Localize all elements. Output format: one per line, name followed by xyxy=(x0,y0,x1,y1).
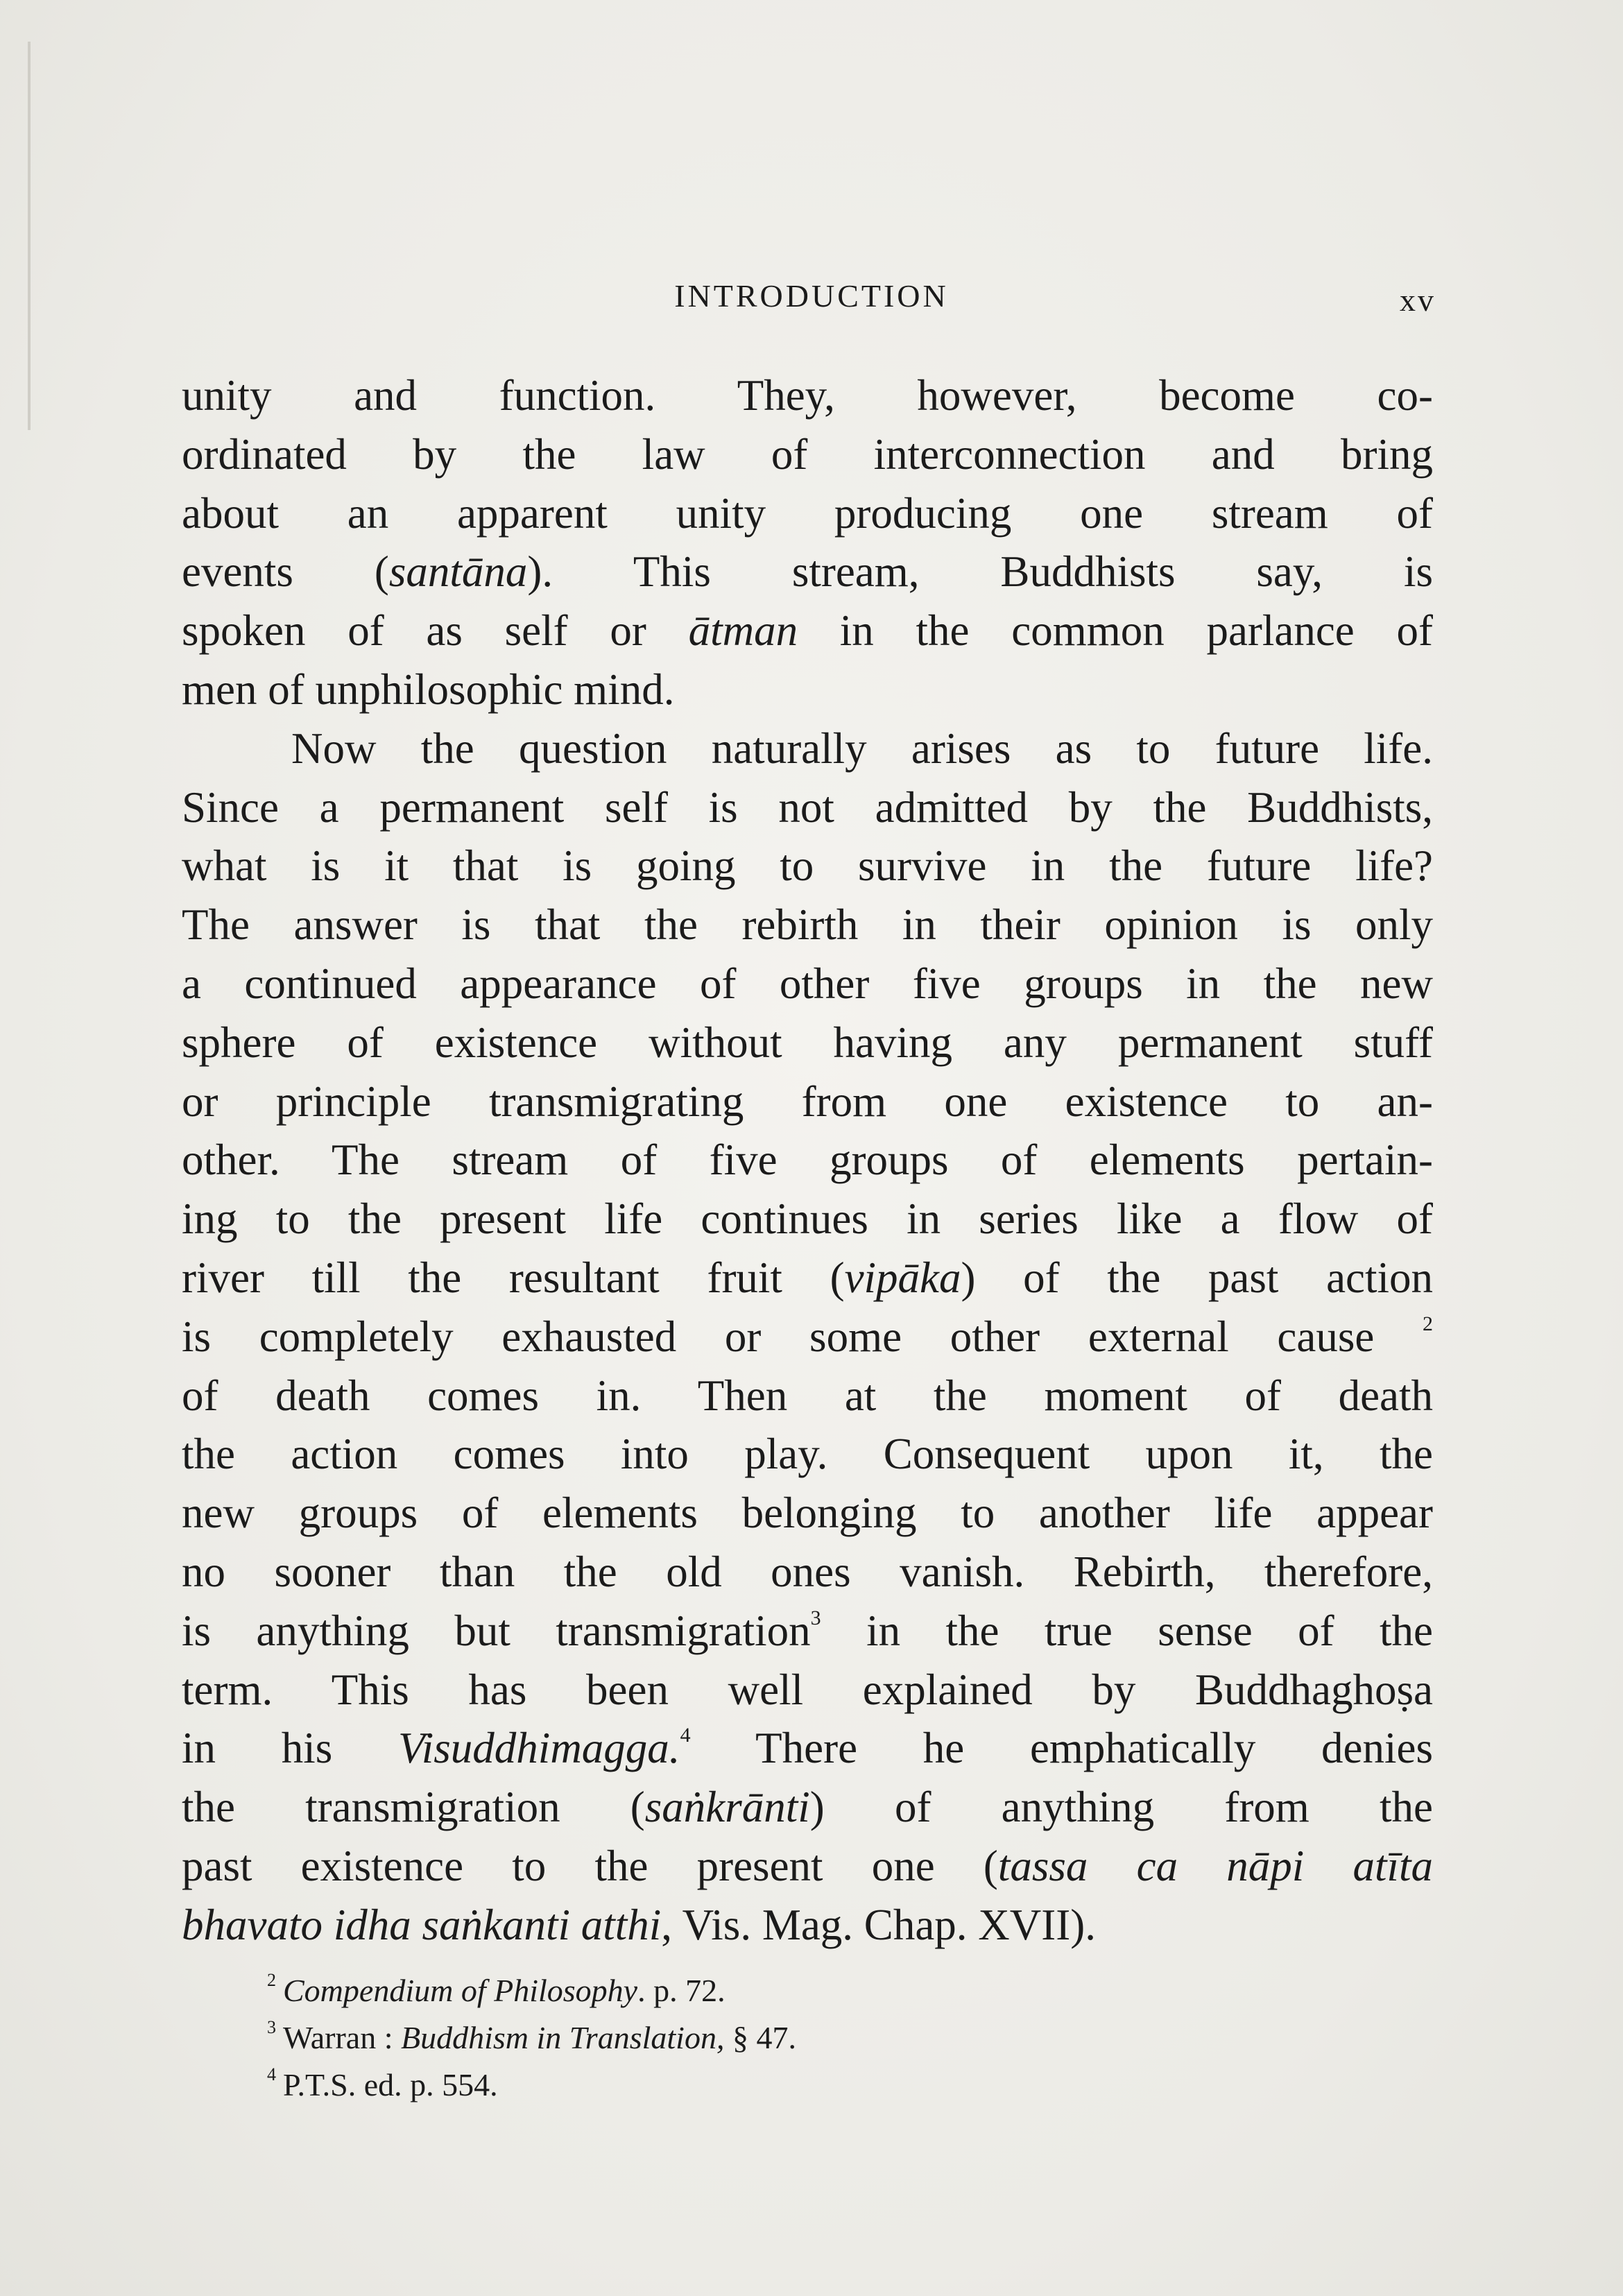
text-line: new groups of elements belonging to another life appear xyxy=(182,1489,1433,1538)
text-line: the action comes into play. Consequent upon it, the xyxy=(182,1430,1433,1479)
footnote-ref[interactable]: 3 xyxy=(810,1606,821,1629)
text-line xyxy=(182,1308,1433,1367)
text-line xyxy=(182,601,1433,660)
text-line: other. The stream of five groups of elements pertain- xyxy=(182,1136,1433,1185)
italic-term: saṅkrānti xyxy=(644,1783,810,1832)
text-line: what is it that is going to survive in the future life? xyxy=(182,841,1433,891)
text-line: The answer is that the rebirth in their opinion is only xyxy=(182,900,1433,950)
footnote-ref[interactable]: 4 xyxy=(680,1724,691,1747)
text-span: events ( xyxy=(182,547,389,597)
text-line xyxy=(182,1778,1433,1837)
text-span: is anything but transmigration xyxy=(182,1606,811,1655)
italic-term: santāna xyxy=(388,547,528,597)
text-span: river till the resultant fruit ( xyxy=(182,1253,845,1302)
page-number: xv xyxy=(1400,282,1436,318)
body-text xyxy=(182,366,1433,1955)
text-line: men of unphilosophic mind. xyxy=(182,665,675,714)
page-edge-shadow xyxy=(28,42,31,430)
text-line xyxy=(182,1602,1433,1661)
footnote-text: . p. 72. xyxy=(637,1973,725,2008)
text-span: in the common parlance of xyxy=(798,606,1433,656)
text-line: ordinated by the law of interconnection and bring xyxy=(182,429,1433,479)
text-line xyxy=(182,542,1433,601)
footnotes xyxy=(267,1967,1377,2109)
text-line: Now the question naturally arises as to future life. xyxy=(291,723,1433,773)
running-title: INTRODUCTION xyxy=(674,278,949,314)
footnote xyxy=(267,1967,1377,2014)
italic-quote: tassa ca nāpi atīta xyxy=(997,1841,1433,1890)
italic-quote: bhavato idha saṅkanti atthi xyxy=(182,1900,662,1949)
footnote-text: § 47. xyxy=(724,2020,796,2055)
text-span: ) of the past action xyxy=(961,1253,1434,1302)
text-span: ). This stream, Buddhists say, is xyxy=(527,547,1433,597)
text-line: no sooner than the old ones vanish. Rebirth, therefore, xyxy=(182,1547,1433,1596)
text-span: the transmigration ( xyxy=(182,1783,645,1832)
text-line: sphere of existence without having any permanent stuff xyxy=(182,1018,1433,1067)
footnote-text: Warran : xyxy=(283,2020,401,2055)
running-head xyxy=(180,277,1443,326)
text-line: a continued appearance of other five groups in the new xyxy=(182,959,1433,1008)
italic-title: Visuddhimagga. xyxy=(397,1724,680,1773)
text-line: Since a permanent self is not admitted by the Buddhists, xyxy=(182,782,1433,832)
text-line: or principle transmigrating from one existence to an- xyxy=(182,1077,1433,1126)
text-span: in the true sense of the xyxy=(821,1606,1433,1655)
italic-term: vipāka xyxy=(844,1253,961,1302)
text-span: is completely exhausted or some other external cause xyxy=(182,1312,1375,1361)
text-line: about an apparent unity producing one stream of xyxy=(182,488,1433,538)
text-line: ing to the present life continues in series like a flow of xyxy=(182,1194,1433,1244)
footnote-mark: 4 xyxy=(267,2064,276,2084)
footnote xyxy=(267,2014,1377,2062)
footnote-mark: 2 xyxy=(267,1970,276,1990)
footnote xyxy=(267,2062,1377,2109)
footnote-ref[interactable]: 2 xyxy=(1423,1312,1434,1335)
text-line xyxy=(182,1249,1433,1308)
text-line xyxy=(182,1896,1433,1955)
text-line xyxy=(182,1719,1433,1778)
text-line: of death comes in. Then at the moment of death xyxy=(182,1371,1433,1420)
text-line: term. This has been well explained by Buddhaghoṣa xyxy=(182,1665,1433,1714)
italic-term: ātman xyxy=(688,606,798,656)
footnote-text: P.T.S. ed. p. 554. xyxy=(283,2067,498,2102)
text-line xyxy=(182,1837,1433,1896)
footnote-mark: 3 xyxy=(267,2017,276,2037)
text-span: , Vis. Mag. Chap. XVII). xyxy=(661,1900,1096,1949)
text-span: There he emphatically denies xyxy=(690,1724,1433,1773)
footnote-title: Compendium of Philosophy xyxy=(283,1973,638,2008)
text-span: spoken of as self or xyxy=(182,606,689,656)
text-line: unity and function. They, however, become co- xyxy=(182,371,1433,420)
text-span: past existence to the present one ( xyxy=(182,1841,998,1890)
text-span: ) of anything from the xyxy=(809,1783,1433,1832)
text-span: in his xyxy=(182,1724,398,1773)
footnote-title: Buddhism in Translation, xyxy=(400,2020,725,2055)
